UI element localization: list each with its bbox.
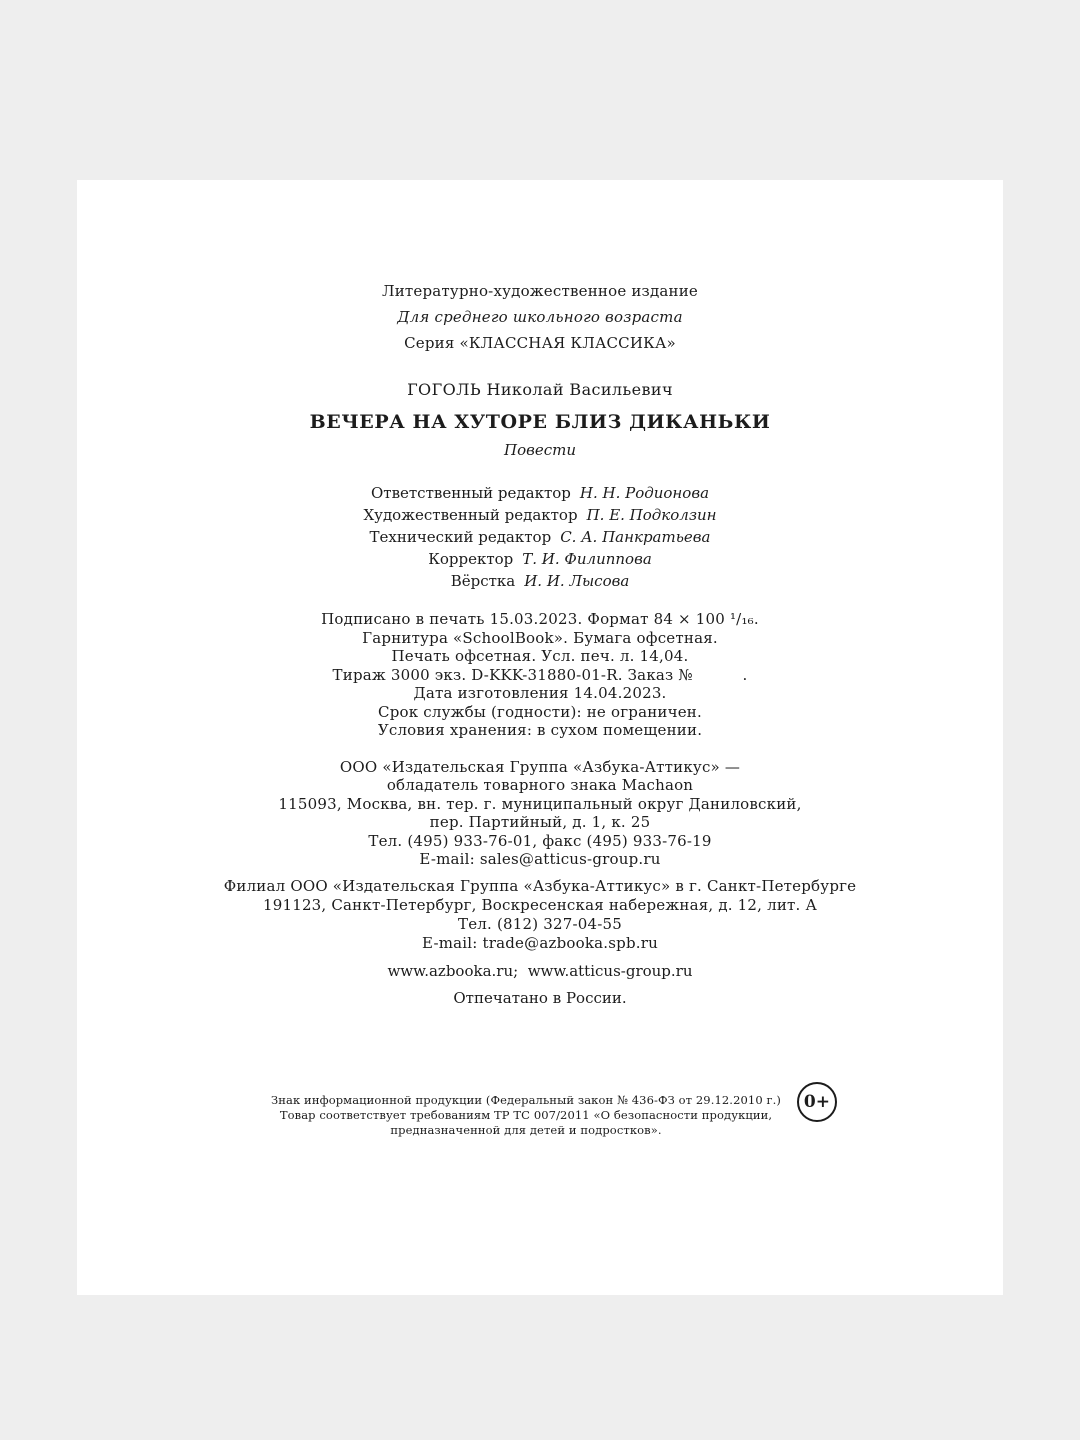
staff-role: Вёрстка <box>450 572 516 590</box>
branch-line: Тел. (812) 327-04-55 <box>458 914 622 933</box>
print-info-block <box>77 610 1003 740</box>
publisher-line: Тел. (495) 933-76-01, факс (495) 933-76-19 <box>368 831 712 850</box>
staff-block <box>77 482 1003 592</box>
info-sign-line: предназначенной для детей и подростков». <box>390 1122 662 1137</box>
info-sign-text <box>271 1093 781 1138</box>
edition-header <box>77 278 1003 356</box>
print-info-line: Подписано в печать 15.03.2023. Формат 84 × 100 ¹/₁₆. <box>321 610 759 628</box>
publisher-block <box>77 758 1003 869</box>
print-info-line: Тираж 3000 экз. D-KKK-31880-01-R. Заказ № . <box>332 665 748 684</box>
audience-line: Для среднего школьного возраста <box>397 308 683 326</box>
series-line: Серия «КЛАССНАЯ КЛАССИКА» <box>404 334 676 352</box>
print-info-line: Срок службы (годности): не ограничен. <box>378 702 702 721</box>
publisher-email-line: E-mail: sales@atticus-group.ru <box>419 850 661 868</box>
info-sign-line: Товар соответствует требованиям ТР ТС 007/2011 «О безопасности продукции, <box>279 1107 773 1122</box>
staff-role: Ответственный редактор <box>370 484 571 502</box>
print-info-line: Дата изготовления 14.04.2023. <box>413 684 667 702</box>
publisher-line: пер. Партийный, д. 1, к. 25 <box>429 813 651 831</box>
staff-role: Художественный редактор <box>363 506 578 524</box>
info-sign-line: Знак информационной продукции (Федеральный закон № 436-ФЗ от 29.12.2010 г.) <box>271 1092 781 1107</box>
book-subtitle: Повести <box>503 441 576 459</box>
staff-line <box>77 526 1003 548</box>
age-mark-badge: 0+ <box>797 1082 837 1122</box>
websites-line: www.azbooka.ru; www.atticus-group.ru <box>387 961 693 980</box>
branch-line: 191123, Санкт-Петербург, Воскресенская набережная, д. 12, лит. А <box>262 895 818 914</box>
staff-role: Технический редактор <box>369 528 552 546</box>
print-info-line: Гарнитура «SchoolBook». Бумага офсетная. <box>362 628 718 647</box>
staff-name: С. А. Панкратьева <box>560 528 711 546</box>
author-line: ГОГОЛЬ Николай Васильевич <box>407 380 673 399</box>
book-colophon-page <box>77 180 1003 1295</box>
staff-role: Корректор <box>428 550 514 568</box>
staff-name: П. Е. Подколзин <box>586 506 717 524</box>
publisher-line: ООО «Издательская Группа «Азбука-Аттикус» — <box>339 757 741 776</box>
staff-line <box>77 482 1003 504</box>
staff-line <box>77 570 1003 592</box>
info-sign-block <box>91 1093 1017 1138</box>
branch-block <box>77 877 1003 953</box>
print-info-line: Условия хранения: в сухом помещении. <box>377 721 703 739</box>
staff-name: Т. И. Филиппова <box>522 550 652 568</box>
staff-name: И. И. Лысова <box>524 572 630 590</box>
staff-name: Н. Н. Родионова <box>579 484 710 502</box>
publisher-line: 115093, Москва, вн. тер. г. муниципальный округ Даниловский, <box>278 794 802 813</box>
branch-email-line: E-mail: trade@azbooka.spb.ru <box>422 933 658 952</box>
branch-line: Филиал ООО «Издательская Группа «Азбука-Аттикус» в г. Санкт-Петербурге <box>223 876 857 895</box>
publisher-line: обладатель товарного знака Machaon <box>386 776 694 794</box>
print-info-line: Печать офсетная. Усл. печ. л. 14,04. <box>391 647 689 665</box>
edition-type-line: Литературно-художественное издание <box>381 282 698 300</box>
staff-line <box>77 548 1003 570</box>
printed-in-line: Отпечатано в России. <box>453 988 627 1007</box>
staff-line <box>77 504 1003 526</box>
book-title: ВЕЧЕРА НА ХУТОРЕ БЛИЗ ДИКАНЬКИ <box>309 411 771 433</box>
